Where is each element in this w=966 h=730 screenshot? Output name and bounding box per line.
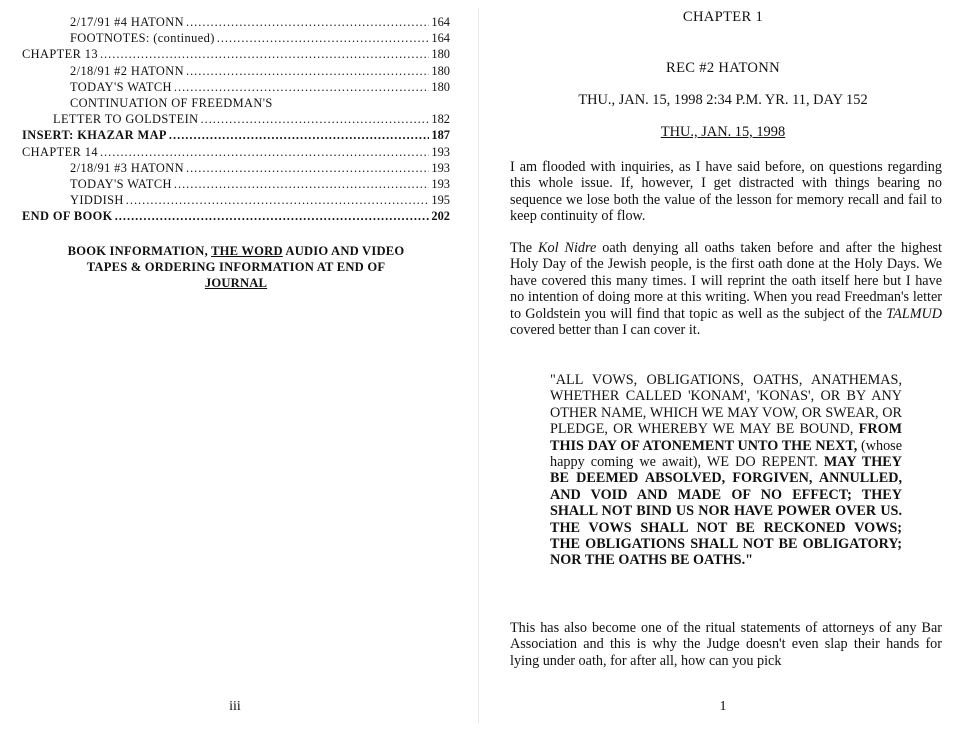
book-info-text: BOOK INFORMATION,	[67, 244, 212, 258]
toc-dot-leader	[100, 46, 429, 62]
toc-entry-label: END OF BOOK	[22, 209, 113, 224]
toc-entry	[22, 160, 450, 176]
toc-entry-label: FOOTNOTES: (continued)	[70, 31, 215, 46]
table-of-contents	[22, 14, 450, 225]
right-page-number: 1	[719, 699, 727, 714]
toc-entry-page: 180	[431, 79, 450, 94]
talmud-term: TALMUD	[886, 305, 942, 322]
toc-entry-page: 164	[431, 31, 450, 46]
rec-heading: REC #2 HATONN	[666, 60, 780, 76]
toc-entry	[22, 30, 450, 46]
toc-entry-page: 193	[431, 177, 450, 192]
toc-entry-label: TODAY'S WATCH	[70, 79, 172, 94]
chapter-heading: CHAPTER 1	[682, 9, 764, 25]
toc-entry-label: 2/18/91 #3 HATONN	[70, 160, 184, 175]
toc-entry-label: LETTER TO GOLDSTEIN	[53, 112, 199, 127]
toc-entry-page: 193	[431, 160, 450, 175]
quote-bold-text: MAY THEY BE DEEMED ABSOLVED, FORGIVEN, ANNULLED, AND VOID AND MADE OF NO EFFECT; THEY SHALL NOT BIND US NOR HAVE POWER OVER US. THE VOWS SHALL NOT BE RECKONED VOWS; THE OBLIGATIONS SHALL NOT BE OBLIGATORY; NOR THE OATHS BE OATHS."	[550, 454, 902, 569]
toc-entry	[22, 192, 450, 208]
toc-entry-label: 2/18/91 #2 HATONN	[70, 63, 184, 78]
paragraph-3: This has also become one of the ritual statements of attorneys of any Bar Association and this is why the Judge doesn't even slap their hands for lying under oath, for after all, how can you pick	[510, 620, 942, 669]
the-word-title: THE WORD	[211, 244, 283, 258]
kol-nidre-term: Kol Nidre	[538, 240, 597, 256]
right-page	[480, 0, 966, 730]
book-information-note	[30, 243, 442, 291]
toc-entry	[22, 208, 450, 224]
toc-entry	[22, 111, 450, 127]
paragraph-1: I am flooded with inquiries, as I have said before, on questions regarding this whole issue. If, however, I get distracted with things bearing no sequence we lose both the value of the lesson for memory recall and fail to keep continuity of flow.	[510, 159, 942, 225]
toc-dot-leader	[174, 79, 430, 95]
toc-entry-page: 180	[431, 47, 450, 62]
toc-entry	[22, 95, 450, 111]
left-page-number: iii	[229, 699, 241, 714]
toc-entry-page: 195	[431, 193, 450, 208]
toc-entry-page: 193	[431, 144, 450, 159]
toc-entry	[22, 14, 450, 30]
toc-entry-page: 180	[431, 63, 450, 78]
book-info-text: AUDIO AND VIDEO	[282, 244, 405, 258]
toc-entry-label: INSERT: KHAZAR MAP	[22, 128, 167, 143]
paragraph-2	[510, 240, 942, 338]
toc-entry-label: CONTINUATION OF FREEDMAN'S	[70, 96, 273, 111]
toc-entry-page: 202	[431, 209, 450, 224]
toc-dot-leader	[186, 160, 429, 176]
date-line: THU., JAN. 15, 1998 2:34 P.M. YR. 11, DAY 152	[578, 92, 868, 108]
toc-entry-page: 182	[431, 112, 450, 127]
toc-entry-label: TODAY'S WATCH	[70, 177, 172, 192]
quote-text: "ALL VOWS, OBLIGATIONS, OATHS, ANATHEMAS, WHETHER CALLED 'KONAM', 'KONAS', OR BY ANY OTHER NAME, WHICH WE MAY VOW, OR SWEAR, OR PLEDGE, OR WHEREBY WE MAY BE BOUND,	[550, 372, 902, 438]
left-page	[0, 0, 480, 730]
toc-entry-label: YIDDISH	[70, 193, 124, 208]
toc-dot-leader	[186, 63, 429, 79]
kol-nidre-quote	[550, 372, 902, 569]
book-info-line-1	[30, 243, 442, 259]
toc-dot-leader	[174, 176, 430, 192]
toc-entry	[22, 144, 450, 160]
toc-dot-leader	[115, 208, 430, 224]
date-underlined	[480, 124, 966, 141]
toc-dot-leader	[217, 30, 430, 46]
toc-entry	[22, 127, 450, 143]
book-info-line-3	[30, 275, 442, 291]
para2-text: oath denying all oaths taken before and after the highest Holy Day of the Jewish people, is the first oath done at the Holy Days. We have covered this many times. I will reprint the oath itself here but I have no intention of doing more at this writing. When you read Freedman's letter to Goldstein you will find that topic as well as the subject of the	[510, 240, 942, 322]
toc-entry-page: 187	[431, 128, 450, 143]
page-gutter	[478, 8, 479, 723]
quote-text: (whose happy coming we await), WE DO REPENT.	[550, 437, 902, 471]
date-underlined-text: THU., JAN. 15, 1998	[660, 124, 786, 140]
toc-dot-leader	[100, 144, 429, 160]
toc-entry	[22, 63, 450, 79]
quote-bold-text: FROM THIS DAY OF ATONEMENT UNTO THE NEXT,	[550, 421, 902, 454]
para2-text: The	[510, 240, 539, 256]
toc-dot-leader	[201, 111, 430, 127]
toc-dot-leader	[126, 192, 430, 208]
toc-entry	[22, 79, 450, 95]
toc-entry	[22, 46, 450, 62]
toc-entry	[22, 176, 450, 192]
para2-text: covered better than I can cover it.	[510, 322, 701, 339]
toc-entry-label: 2/17/91 #4 HATONN	[70, 15, 184, 29]
book-info-line-2: TAPES & ORDERING INFORMATION AT END OF	[86, 260, 386, 274]
toc-entry-label: CHAPTER 13	[22, 47, 98, 62]
toc-dot-leader	[169, 127, 430, 143]
toc-dot-leader	[186, 14, 429, 30]
toc-entry-page: 164	[431, 15, 450, 29]
toc-entry-label: CHAPTER 14	[22, 144, 98, 159]
journal-word: JOURNAL	[204, 276, 268, 290]
